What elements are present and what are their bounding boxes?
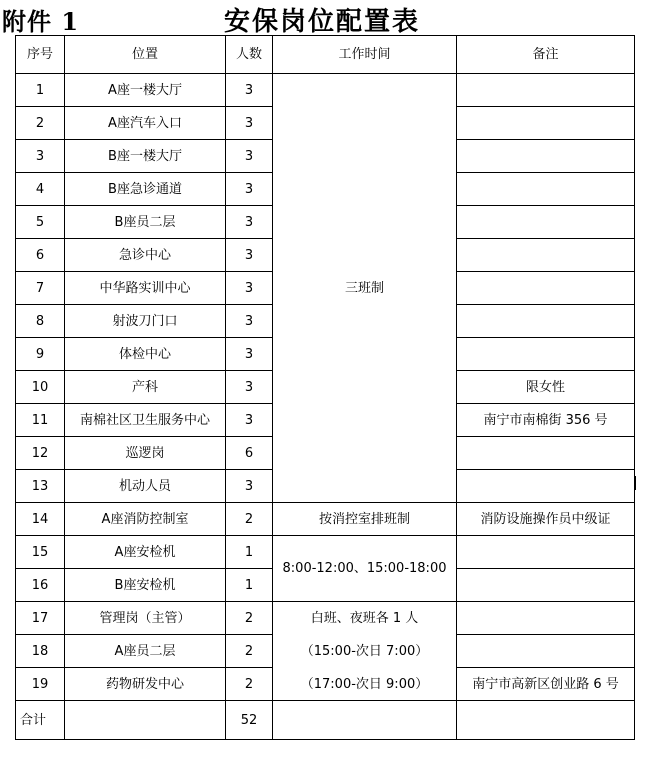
cell-count: 3 xyxy=(226,107,273,140)
table-row xyxy=(16,602,635,635)
cell-note xyxy=(457,470,635,503)
cell-no: 15 xyxy=(16,536,65,569)
cell-note xyxy=(457,569,635,602)
table-row xyxy=(16,536,635,569)
cell-location: 体检中心 xyxy=(65,338,226,371)
cell-no: 6 xyxy=(16,239,65,272)
cell-location: 南棉社区卫生服务中心 xyxy=(65,404,226,437)
column-header-location: 位置 xyxy=(65,36,226,74)
cell-note xyxy=(457,338,635,371)
cell-note xyxy=(457,536,635,569)
document-header xyxy=(0,0,661,37)
page-title: 安保岗位配置表 xyxy=(224,7,421,37)
cell-note xyxy=(457,173,635,206)
cell-no: 11 xyxy=(16,404,65,437)
cell-note xyxy=(457,107,635,140)
cell-count: 3 xyxy=(226,173,273,206)
total-empty-note xyxy=(457,701,635,740)
table-header-row xyxy=(16,36,635,74)
cell-work-time-fire-control: 按消控室排班制 xyxy=(273,503,457,536)
cell-no: 9 xyxy=(16,338,65,371)
cell-location: A座汽车入口 xyxy=(65,107,226,140)
cell-note: 消防设施操作员中级证 xyxy=(457,503,635,536)
column-header-no: 序号 xyxy=(16,36,65,74)
cell-count: 3 xyxy=(226,239,273,272)
cell-no: 10 xyxy=(16,371,65,404)
cell-work-time-security-check: 8:00-12:00、15:00-18:00 xyxy=(273,536,457,602)
night-hours-text: （17:00-次日 9:00） xyxy=(300,676,429,692)
cell-no: 12 xyxy=(16,437,65,470)
total-row xyxy=(16,701,635,740)
day-hours-text: （15:00-次日 7:00） xyxy=(300,643,429,659)
cell-no: 13 xyxy=(16,470,65,503)
cell-no: 18 xyxy=(16,635,65,668)
cell-location: B座急诊通道 xyxy=(65,173,226,206)
cell-count: 3 xyxy=(226,74,273,107)
cell-no: 3 xyxy=(16,140,65,173)
cell-location: A座一楼大厅 xyxy=(65,74,226,107)
cell-note xyxy=(457,635,635,668)
table-row xyxy=(16,74,635,107)
text-cursor xyxy=(635,476,636,490)
cell-note xyxy=(457,140,635,173)
cell-count: 3 xyxy=(226,470,273,503)
cell-count: 2 xyxy=(226,668,273,701)
cell-count: 3 xyxy=(226,305,273,338)
cell-no: 19 xyxy=(16,668,65,701)
cell-note: 南宁市高新区创业路 6 号 xyxy=(457,668,635,701)
cell-location: 射波刀门口 xyxy=(65,305,226,338)
cell-no: 14 xyxy=(16,503,65,536)
table-row xyxy=(16,503,635,536)
cell-note xyxy=(457,74,635,107)
cell-location: 药物研发中心 xyxy=(65,668,226,701)
cell-location: A座员二层 xyxy=(65,635,226,668)
cell-note: 南宁市南棉街 356 号 xyxy=(457,404,635,437)
cell-work-time-day-night xyxy=(273,602,457,701)
cell-location: 管理岗（主管） xyxy=(65,602,226,635)
cell-no: 7 xyxy=(16,272,65,305)
cell-count: 3 xyxy=(226,338,273,371)
total-label: 合计 xyxy=(16,701,65,740)
column-header-note: 备注 xyxy=(457,36,635,74)
column-header-work-time: 工作时间 xyxy=(273,36,457,74)
cell-no: 1 xyxy=(16,74,65,107)
cell-no: 16 xyxy=(16,569,65,602)
cell-location: 巡逻岗 xyxy=(65,437,226,470)
cell-location: A座消防控制室 xyxy=(65,503,226,536)
cell-count: 3 xyxy=(226,140,273,173)
cell-no: 2 xyxy=(16,107,65,140)
cell-location: A座安检机 xyxy=(65,536,226,569)
cell-note: 限女性 xyxy=(457,371,635,404)
cell-location: B座一楼大厅 xyxy=(65,140,226,173)
cell-no: 5 xyxy=(16,206,65,239)
cell-location: 机动人员 xyxy=(65,470,226,503)
total-empty-location xyxy=(65,701,226,740)
cell-count: 2 xyxy=(226,602,273,635)
cell-note xyxy=(457,239,635,272)
cell-note xyxy=(457,272,635,305)
cell-count: 3 xyxy=(226,206,273,239)
cell-location: B座安检机 xyxy=(65,569,226,602)
cell-count: 2 xyxy=(226,503,273,536)
cell-note xyxy=(457,437,635,470)
cell-location: 中华路实训中心 xyxy=(65,272,226,305)
cell-no: 8 xyxy=(16,305,65,338)
cell-no: 4 xyxy=(16,173,65,206)
cell-note xyxy=(457,305,635,338)
cell-work-time-three-shift: 三班制 xyxy=(273,74,457,503)
cell-note xyxy=(457,602,635,635)
cell-count: 2 xyxy=(226,635,273,668)
cell-count: 3 xyxy=(226,404,273,437)
cell-count: 6 xyxy=(226,437,273,470)
total-count: 52 xyxy=(226,701,273,740)
cell-location: B座员二层 xyxy=(65,206,226,239)
cell-no: 17 xyxy=(16,602,65,635)
cell-location: 急诊中心 xyxy=(65,239,226,272)
cell-count: 3 xyxy=(226,272,273,305)
security-post-table xyxy=(15,35,635,740)
attachment-label: 附件 1 xyxy=(2,7,80,36)
cell-count: 1 xyxy=(226,569,273,602)
cell-count: 1 xyxy=(226,536,273,569)
cell-count: 3 xyxy=(226,371,273,404)
total-empty-work-time xyxy=(273,701,457,740)
column-header-count: 人数 xyxy=(226,36,273,74)
cell-note xyxy=(457,206,635,239)
day-night-text: 白班、夜班各 1 人 xyxy=(310,610,419,626)
cell-location: 产科 xyxy=(65,371,226,404)
